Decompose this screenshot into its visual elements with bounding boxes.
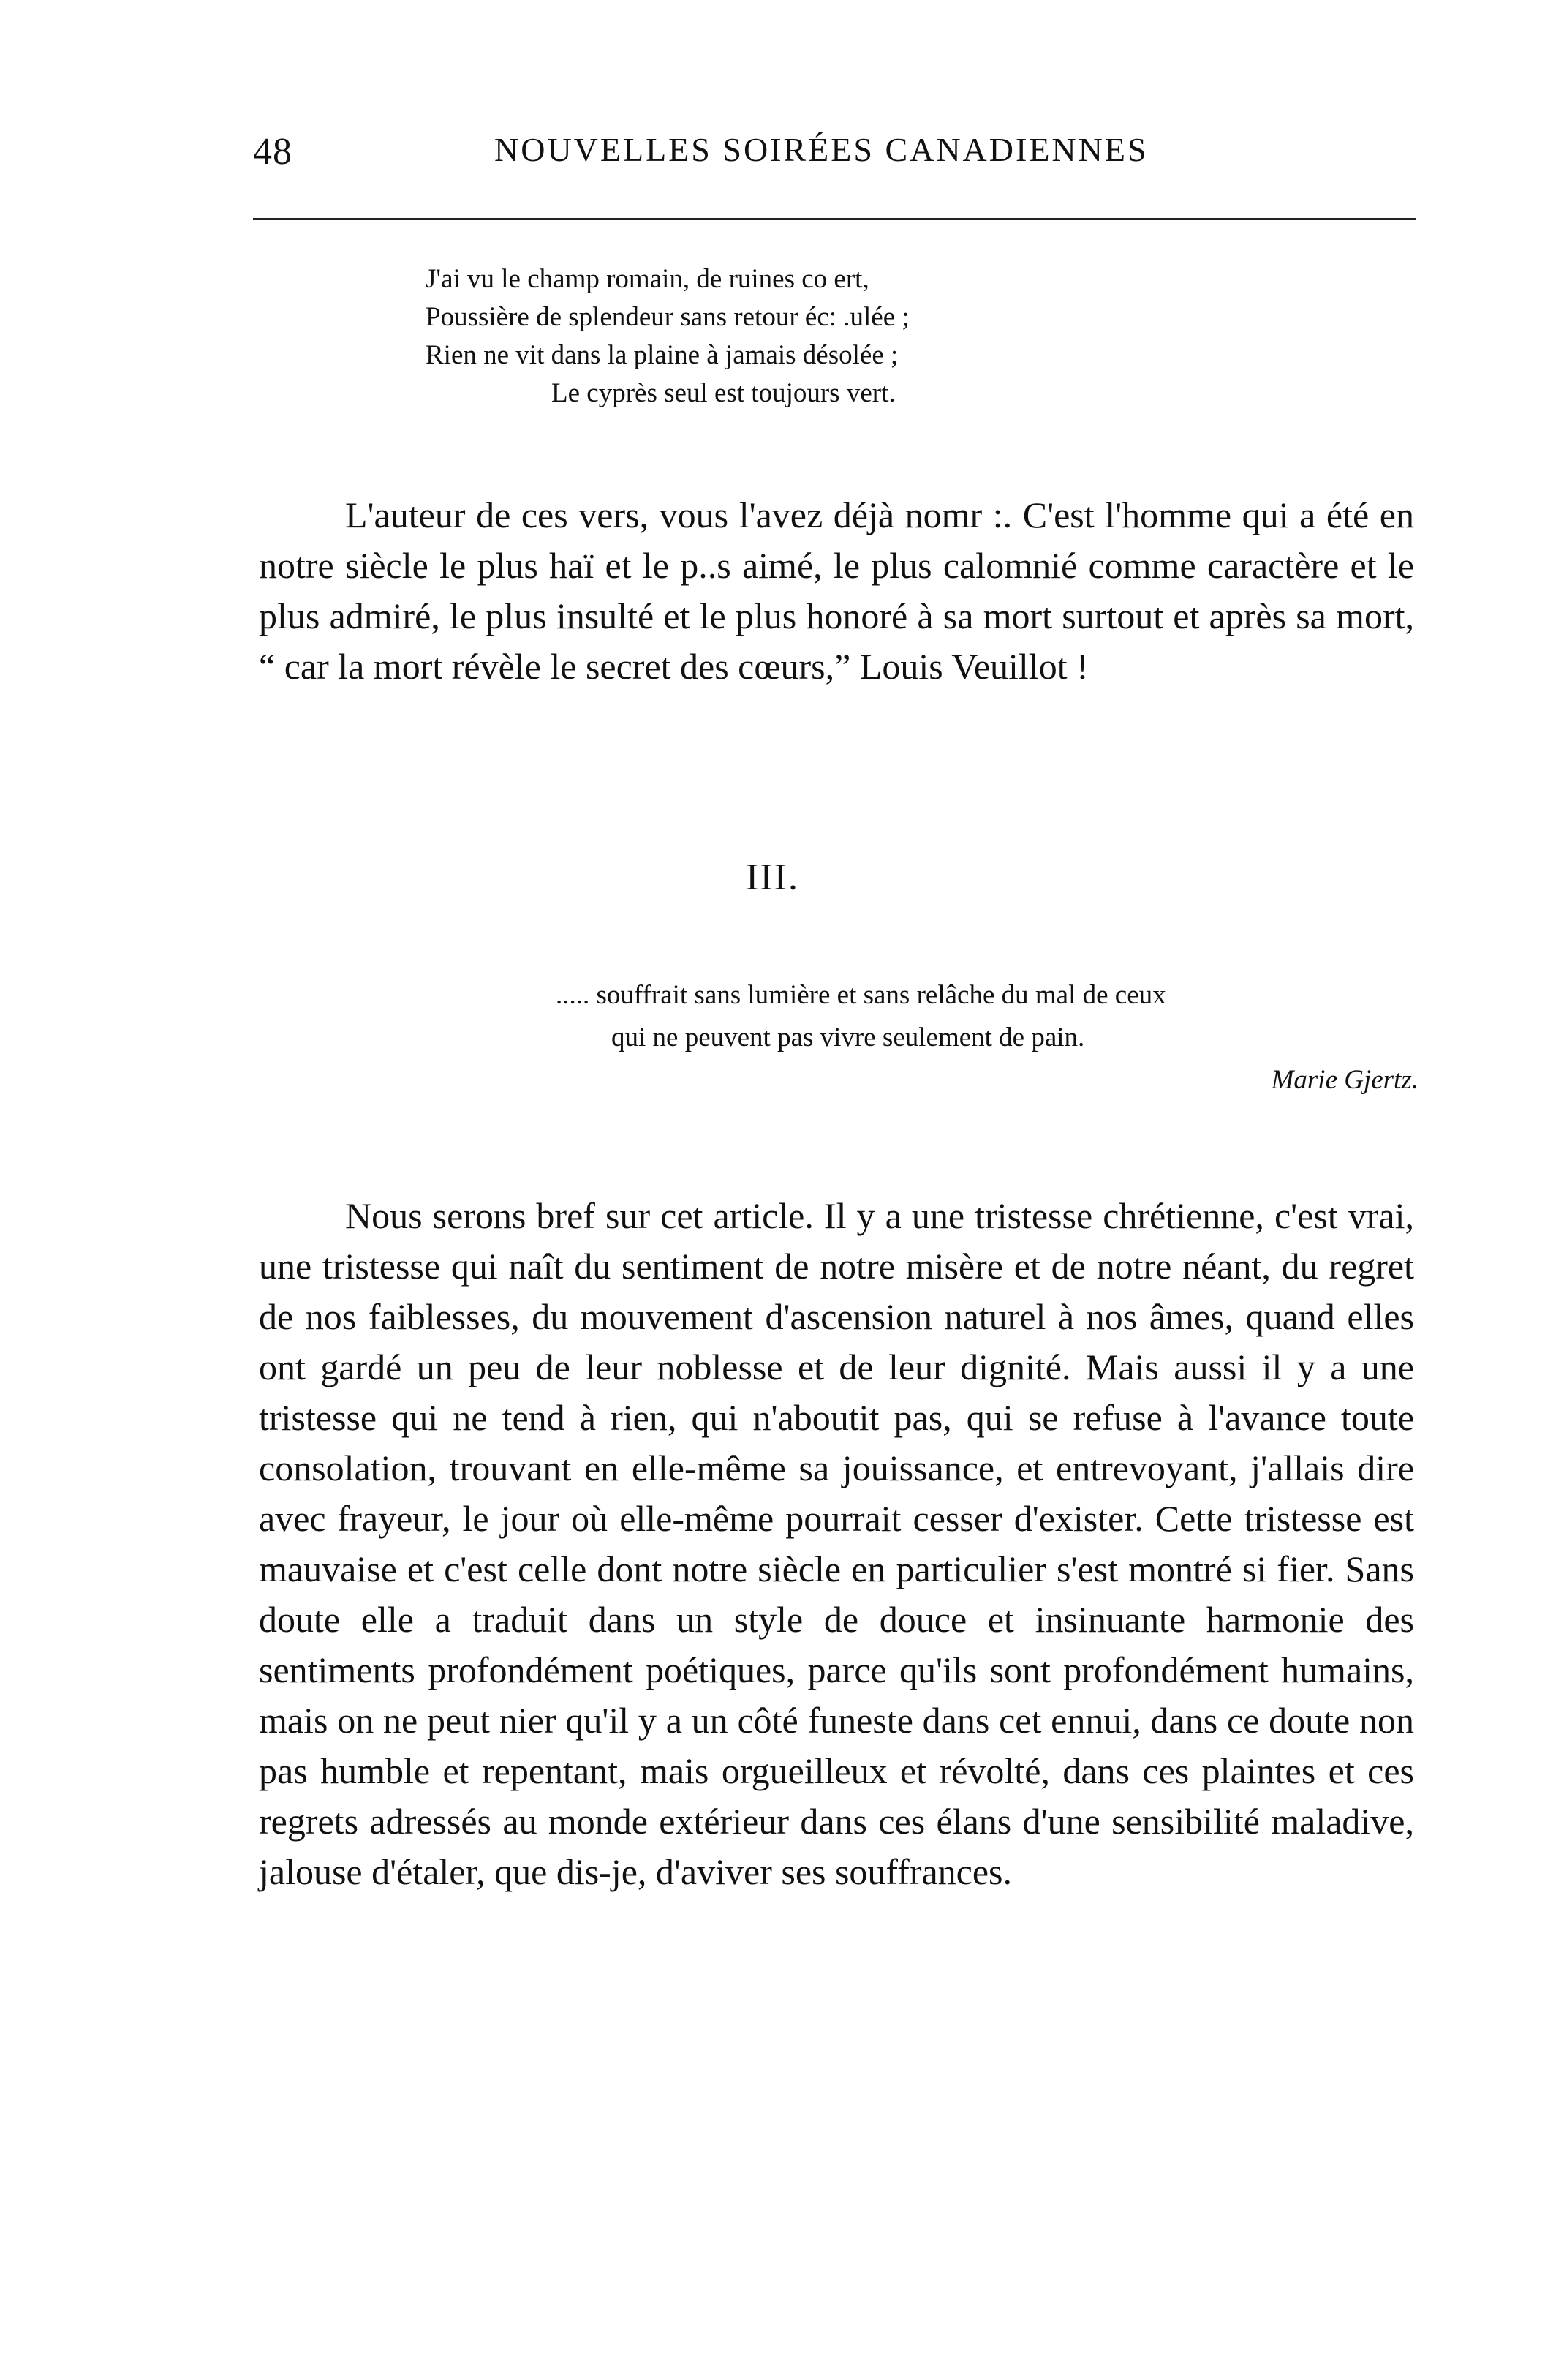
paragraph-1 bbox=[259, 490, 1414, 692]
epigraph-line: ..... souffrait sans lumière et sans relâche du mal de ceux bbox=[556, 980, 1166, 1010]
poem-line: Rien ne vit dans la plaine à jamais désolée ; bbox=[426, 340, 899, 370]
epigraph bbox=[556, 974, 1419, 1101]
epigraph-line: qui ne peuvent pas vivre seulement de pain. bbox=[611, 1023, 1085, 1052]
poem-line: Poussière de splendeur sans retour éc: .ulée ; bbox=[426, 302, 910, 332]
poem-line: J'ai vu le champ romain, de ruines co ert, bbox=[426, 264, 869, 294]
poem-line: Le cyprès seul est toujours vert. bbox=[551, 378, 896, 408]
running-title: NOUVELLES SOIRÉES CANADIENNES bbox=[494, 131, 1149, 168]
header-rule bbox=[253, 218, 1416, 220]
paragraph-text: Nous serons bref sur cet article. Il y a une tristesse chrétienne, c'est vrai, une tristesse qui naît du sentiment de notre misère et de notre néant, du regret de nos faiblesses, du mouvement d'ascension naturel à nos âmes, quand elles ont gardé un peu de leur noblesse et de leur dignité. Mais aussi il y a une tristesse qui ne tend à rien, qui n'aboutit pas, qui se refuse à l'avance toute consolation, trouvant en elle-même sa jouissance, et entrevoyant, j'allais dire avec frayeur, le jour où elle-même pourrait cesser d'exister. Cette tristesse est mauvaise et c'est celle dont notre siècle en particulier s'est montré si fier. Sans doute elle a traduit dans un style de douce et insinuante harmonie des sentiments profondément poétiques, parce qu'ils sont profondément humains, mais on ne peut nier qu'il y a un côté funeste dans cet ennui, dans ce doute non pas humble et repentant, mais orgueilleux et révolté, dans ces plaintes et ces regrets adressés au monde extérieur dans ces élans d'une sensibilité maladive, jalouse d'étaler, que dis-je, d'aviver ses souffrances. bbox=[259, 1195, 1414, 1892]
epigraph-attribution: Marie Gjertz. bbox=[1271, 1065, 1419, 1095]
paragraph-2 bbox=[259, 1191, 1414, 1897]
page-header bbox=[253, 130, 1416, 181]
poem-stanza bbox=[426, 260, 1252, 413]
paragraph-text: L'auteur de ces vers, vous l'avez déjà nomr :. C'est l'homme qui a été en notre siècle le plus haï et le p..s aimé, le plus calomnié comme caractère et le plus admiré, le plus insulté et le plus honoré à sa mort surtout et après sa mort, “ car la mort révèle le secret des cœurs,” Louis Veuillot ! bbox=[259, 494, 1414, 687]
section-heading: III. bbox=[746, 856, 799, 898]
page-number: 48 bbox=[253, 131, 292, 173]
